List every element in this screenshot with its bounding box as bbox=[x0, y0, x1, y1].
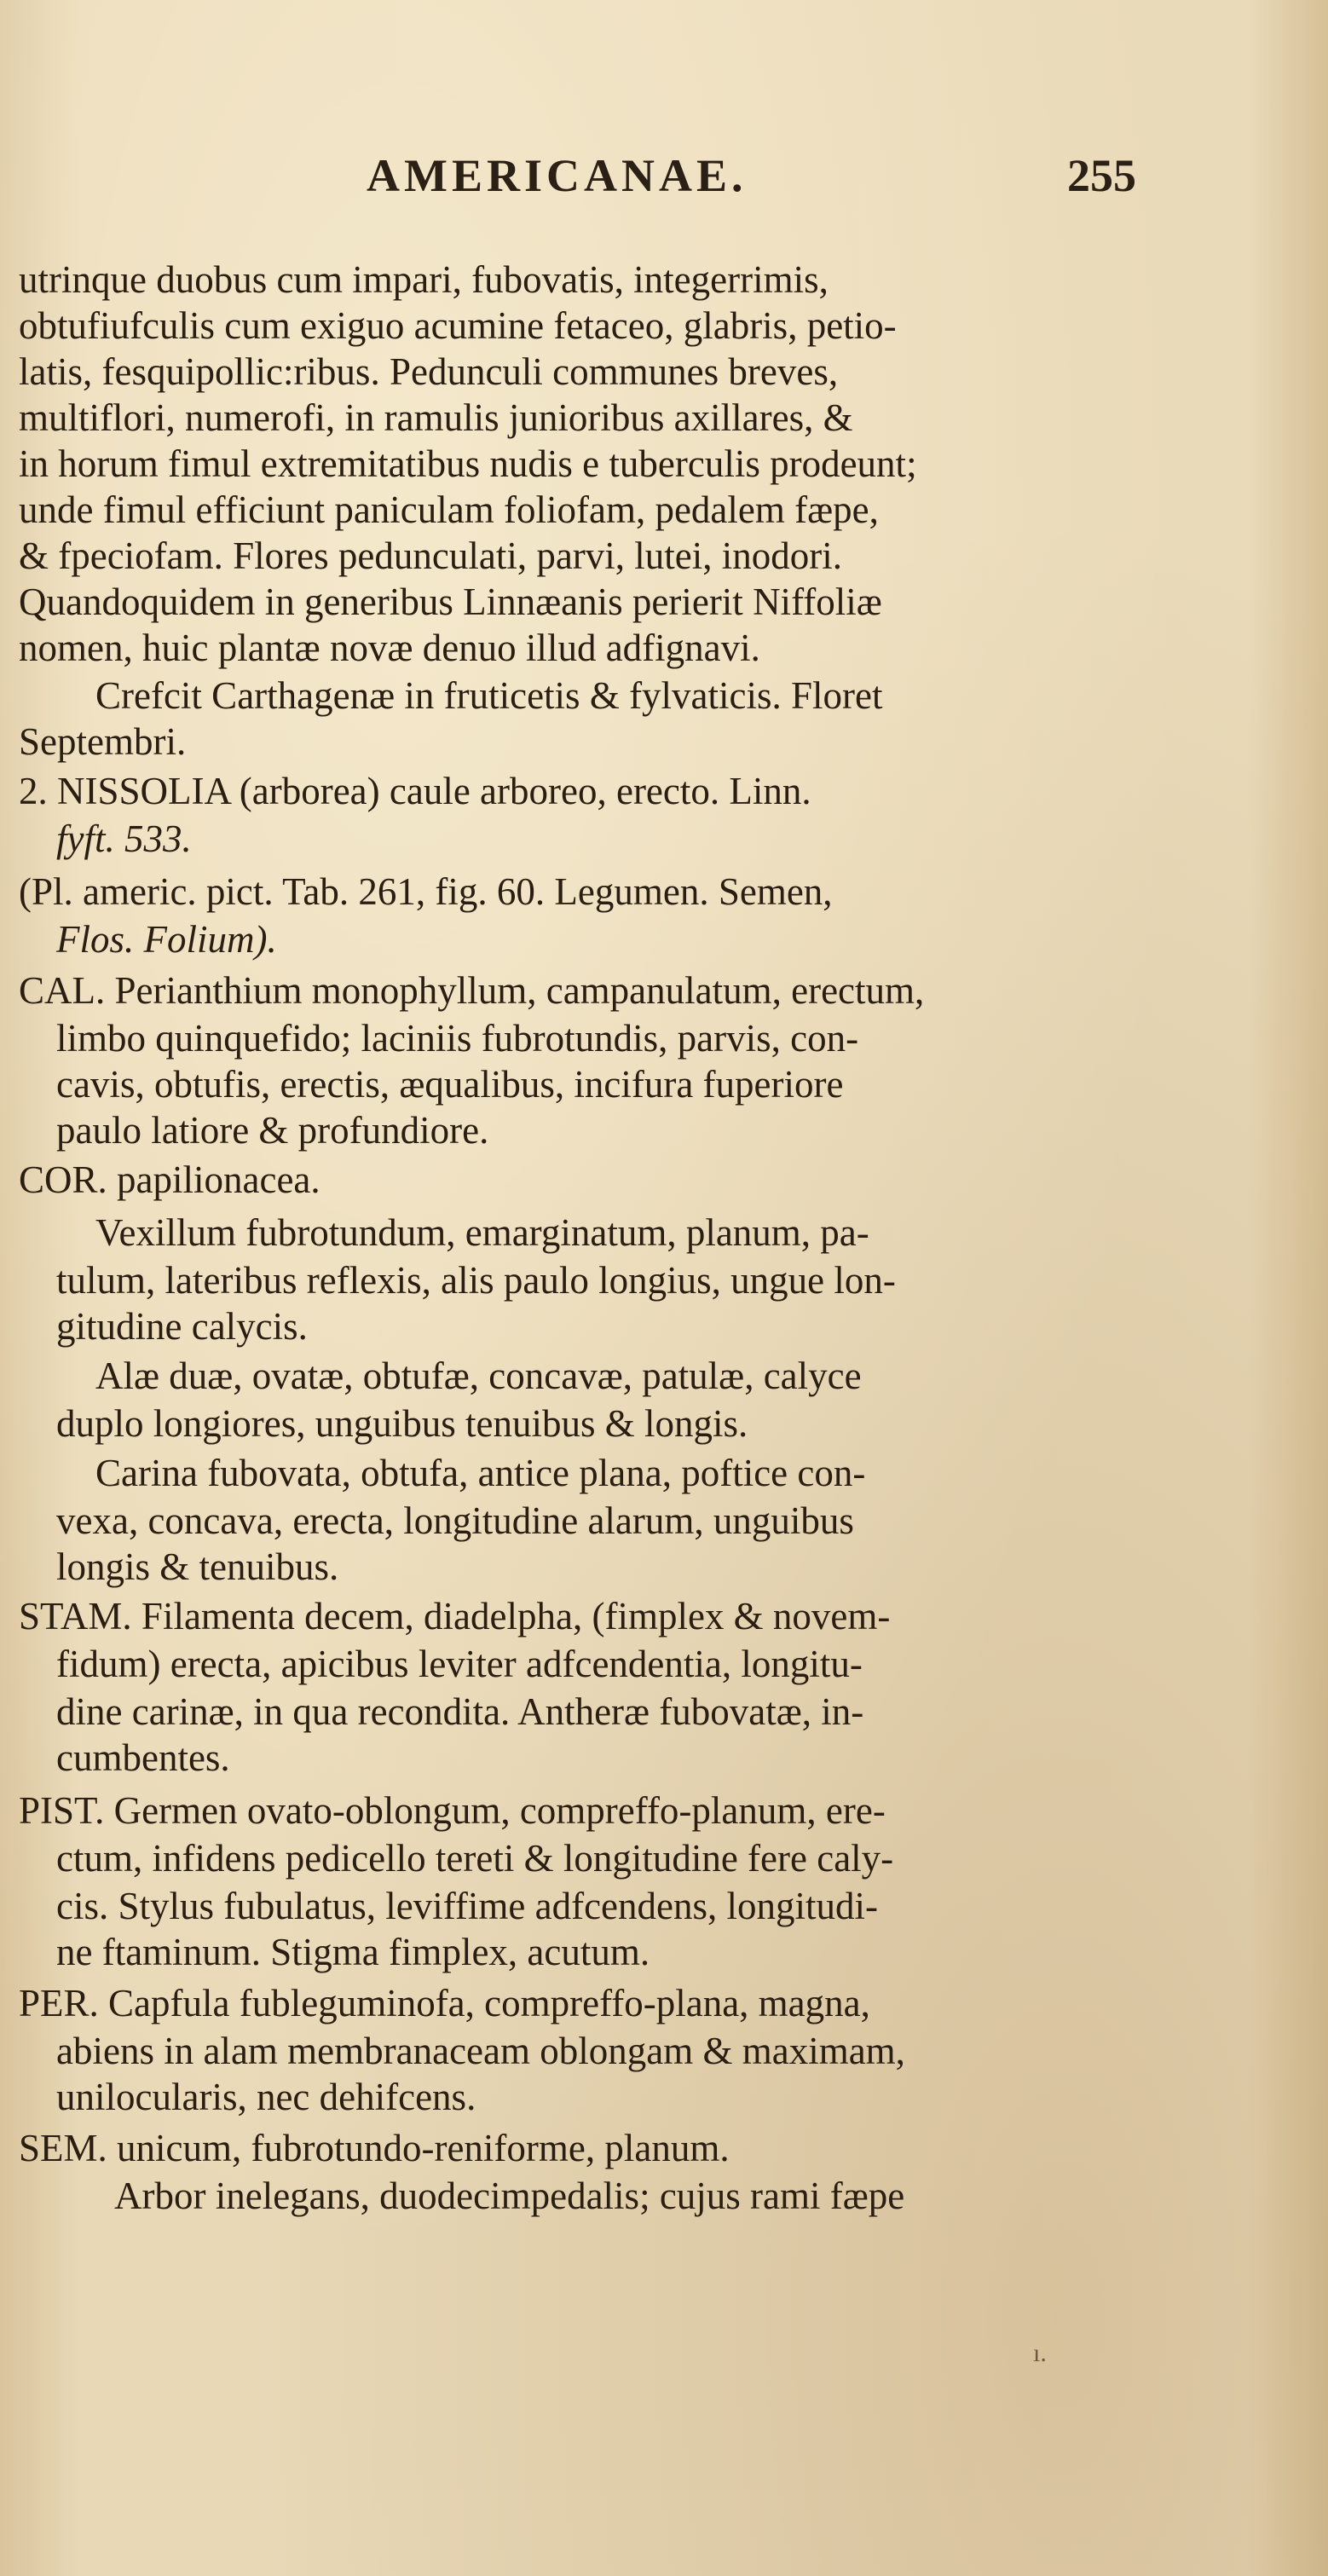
page-header bbox=[0, 149, 1328, 217]
text-line: unilocularis, nec dehifcens. bbox=[56, 2076, 476, 2118]
text-line: (Pl. americ. pict. Tab. 261, fig. 60. Legumen. Semen, bbox=[19, 870, 833, 913]
text-line: STAM. Filamenta decem, diadelpha, (fimplex & novem- bbox=[19, 1595, 891, 1637]
text-line: ctum, infidens pedicello tereti & longitudine fere caly- bbox=[56, 1837, 894, 1880]
text-line: paulo latiore & profundiore. bbox=[56, 1109, 489, 1152]
text-line: longis & tenuibus. bbox=[56, 1545, 339, 1588]
text-line: multiflori, numerofi, in ramulis junioribus axillares, & bbox=[19, 396, 853, 439]
text-line: CAL. Perianthium monophyllum, campanulatum, erectum, bbox=[19, 969, 925, 1012]
text-line: COR. papilionacea. bbox=[19, 1158, 320, 1201]
text-line: abiens in alam membranaceam oblongam & maximam, bbox=[56, 2030, 905, 2072]
text-line: cavis, obtufis, erectis, æqualibus, incifura fuperiore bbox=[56, 1063, 844, 1106]
running-title: AMERICANAE. bbox=[367, 150, 748, 201]
text-line: nomen, huic plantæ novæ denuo illud adfignavi. bbox=[19, 627, 760, 669]
text-line: 2. NISSOLIA (arborea) caule arboreo, erecto. Linn. bbox=[19, 770, 811, 812]
text-line: limbo quinquefido; laciniis fubrotundis, parvis, con- bbox=[56, 1017, 859, 1060]
page-number: 255 bbox=[1067, 150, 1136, 201]
text-line: Alæ duæ, ovatæ, obtufæ, concavæ, patulæ, calyce bbox=[95, 1354, 862, 1397]
text-line: Carina fubovata, obtufa, antice plana, poftice con- bbox=[95, 1452, 866, 1494]
text-line: ne ftaminum. Stigma fimplex, acutum. bbox=[56, 1931, 650, 1973]
text-line: PER. Capfula fubleguminofa, compreffo-plana, magna, bbox=[19, 1982, 870, 2024]
text-line: PIST. Germen ovato-oblongum, compreffo-planum, ere- bbox=[19, 1789, 886, 1832]
text-line: vexa, concava, erecta, longitudine alarum, unguibus bbox=[56, 1499, 854, 1542]
text-line: Arbor inelegans, duodecimpedalis; cujus rami fæpe bbox=[114, 2175, 905, 2217]
text-line: cis. Stylus fubulatus, leviffime adfcendens, longitudi- bbox=[56, 1885, 879, 1927]
text-line: Flos. Folium). bbox=[56, 918, 277, 961]
stray-ink-mark: ı. bbox=[1033, 2339, 1047, 2367]
text-line: in horum fimul extremitatibus nudis e tuberculis prodeunt; bbox=[19, 442, 917, 485]
text-line: & fpeciofam. Flores pedunculati, parvi, lutei, inodori. bbox=[19, 534, 843, 577]
text-line: cumbentes. bbox=[56, 1736, 230, 1779]
text-line: utrinque duobus cum impari, fubovatis, integerrimis, bbox=[19, 258, 829, 301]
text-line: Vexillum fubrotundum, emarginatum, planum, pa- bbox=[95, 1211, 869, 1254]
text-line: Quandoquidem in generibus Linnæanis perierit Niffoliæ bbox=[19, 580, 882, 623]
text-line: unde fimul efficiunt paniculam foliofam, pedalem fæpe, bbox=[19, 488, 879, 531]
text-line: duplo longiores, unguibus tenuibus & longis. bbox=[56, 1402, 748, 1445]
text-line: gitudine calycis. bbox=[56, 1305, 308, 1348]
text-line: tulum, lateribus reflexis, alis paulo longius, ungue lon- bbox=[56, 1259, 896, 1302]
text-line: dine carinæ, in qua recondita. Antheræ fubovatæ, in- bbox=[56, 1690, 864, 1733]
text-line: obtufiufculis cum exiguo acumine fetaceo, glabris, petio- bbox=[19, 304, 897, 347]
text-line: fidum) erecta, apicibus leviter adfcendentia, longitu- bbox=[56, 1643, 863, 1685]
text-line: latis, fesquipollic:ribus. Pedunculi communes breves, bbox=[19, 350, 839, 393]
text-line: fyft. 533. bbox=[56, 817, 192, 860]
text-line: Septembri. bbox=[19, 720, 187, 763]
text-line: Crefcit Carthagenæ in fruticetis & fylvaticis. Floret bbox=[95, 674, 883, 717]
text-line: SEM. unicum, fubrotundo-reniforme, planum. bbox=[19, 2127, 730, 2169]
